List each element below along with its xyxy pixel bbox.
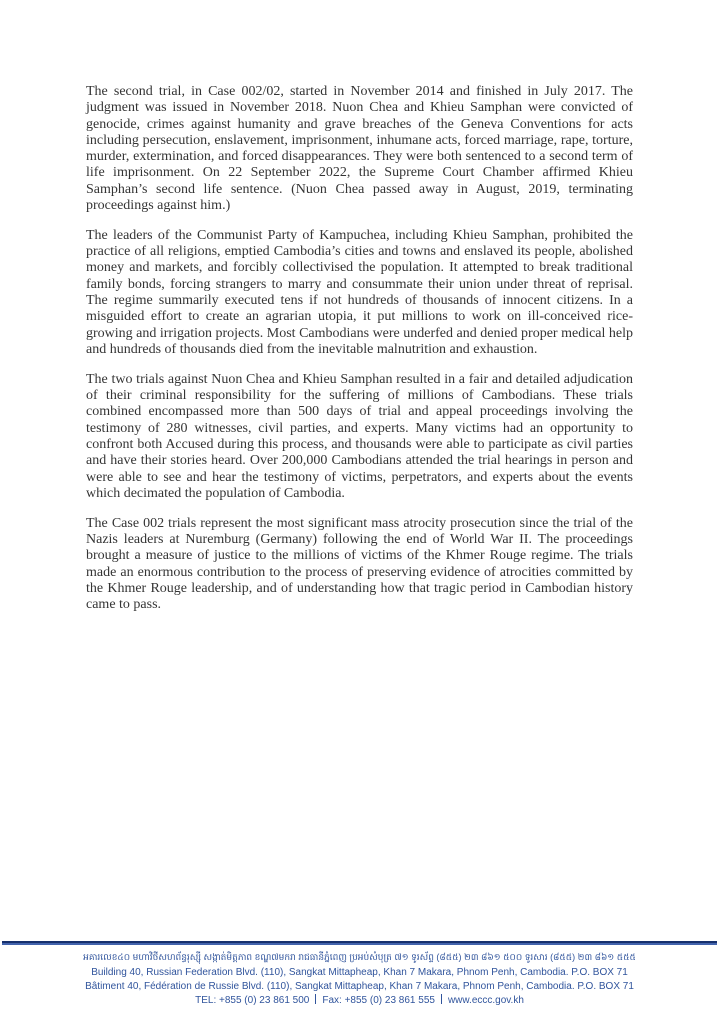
footer-contact (0, 994, 719, 1007)
footer-address-french: Bâtiment 40, Fédération de Russie Blvd. (110), Sangkat Mittapheap, Khan 7 Makara, Phnom Penh, Cambodia. P.O. BOX 71 (85, 981, 634, 992)
footer-divider-line (2, 941, 717, 945)
footer-website-url: www.eccc.gov.kh (447, 995, 524, 1006)
footer-address-khmer: អគារលេខ៤០ មហាវិថីសហព័ន្ធរុស្ស៊ី សង្កាត់មិត្តភាព ខណ្ឌ៧មករា រាជធានីភ្នំពេញ ប្រអប់សំបុត្រ ៧១ ទូរស័ព្ទ (៨៥៥) ២៣ ៨៦១ ៥០០ ទូរសារ (៨៥៥) ២៣ ៨៦១ ៥៥៥ (83, 952, 636, 962)
paragraph-regime-crimes: The leaders of the Communist Party of Kampuchea, including Khieu Samphan, prohibited the practice of all religions, emptied Cambodia’s cities and towns and enslaved its people, abolished money and markets, and forcibly collectivised the population. It attempted to break traditional family bonds, forcing strangers to marry and consummate their union under threat of reprisal. The regime summarily executed tens if not hundreds of thousands of innocent citizens. In a misguided effort to create an agrarian utopia, it put millions to work on ill-conceived rice-growing and irrigation projects. Most Cambodians were underfed and denied proper medical help and hundreds of thousands died from the inevitable malnutrition and exhaustion. (86, 227, 634, 357)
contact-separator (441, 994, 442, 1004)
document-body (86, 84, 633, 627)
footer-telephone: TEL: +855 (0) 23 861 500 (195, 995, 310, 1006)
footer-address-english: Building 40, Russian Federation Blvd. (110), Sangkat Mittapheap, Khan 7 Makara, Phnom Penh, Cambodia. P.O. BOX 71 (91, 967, 628, 978)
contact-separator (315, 994, 316, 1004)
paragraph-trials-adjudication: The two trials against Nuon Chea and Khieu Samphan resulted in a fair and detailed adjudication of their criminal responsibility for the suffering of millions of Cambodians. These trials combined encompassed more than 500 days of trial and appeal proceedings involving the testimony of 280 witnesses, civil parties, and experts. Many victims had an opportunity to confront both Accused during this process, and thousands were able to participate as civil parties and have their stories heard. Over 200,000 Cambodians attended the trial hearings in person and were able to see and hear the testimony of victims, perpetrators, and experts about the events which decimated the population of Cambodia. (86, 371, 633, 501)
footer-fax: Fax: +855 (0) 23 861 555 (322, 995, 435, 1006)
paragraph-trial-judgment: The second trial, in Case 002/02, started in November 2014 and finished in July 2017. The judgment was issued in November 2018. Nuon Chea and Khieu Samphan were convicted of genocide, crimes against humanity and grave breaches of the Geneva Conventions for acts including persecution, enslavement, imprisonment, inhumane acts, forced marriage, rape, torture, murder, extermination, and forced disappearances. They were both sentenced to a second term of life imprisonment. On 22 September 2022, the Supreme Court Chamber affirmed Khieu Samphan’s second life sentence. (Nuon Chea passed away in August, 2019, terminating proceedings against him.) (86, 84, 633, 214)
paragraph-significance: The Case 002 trials represent the most significant mass atrocity prosecution since the trial of the Nazis leaders at Nuremburg (Germany) following the end of World War II. The proceedings brought a measure of justice to the millions of victims of the Khmer Rouge regime. The trials made an enormous contribution to the process of preserving evidence of atrocities committed by the Khmer Rouge leadership, and of understanding how that tragic period in Cambodian history came to pass. (86, 515, 633, 613)
